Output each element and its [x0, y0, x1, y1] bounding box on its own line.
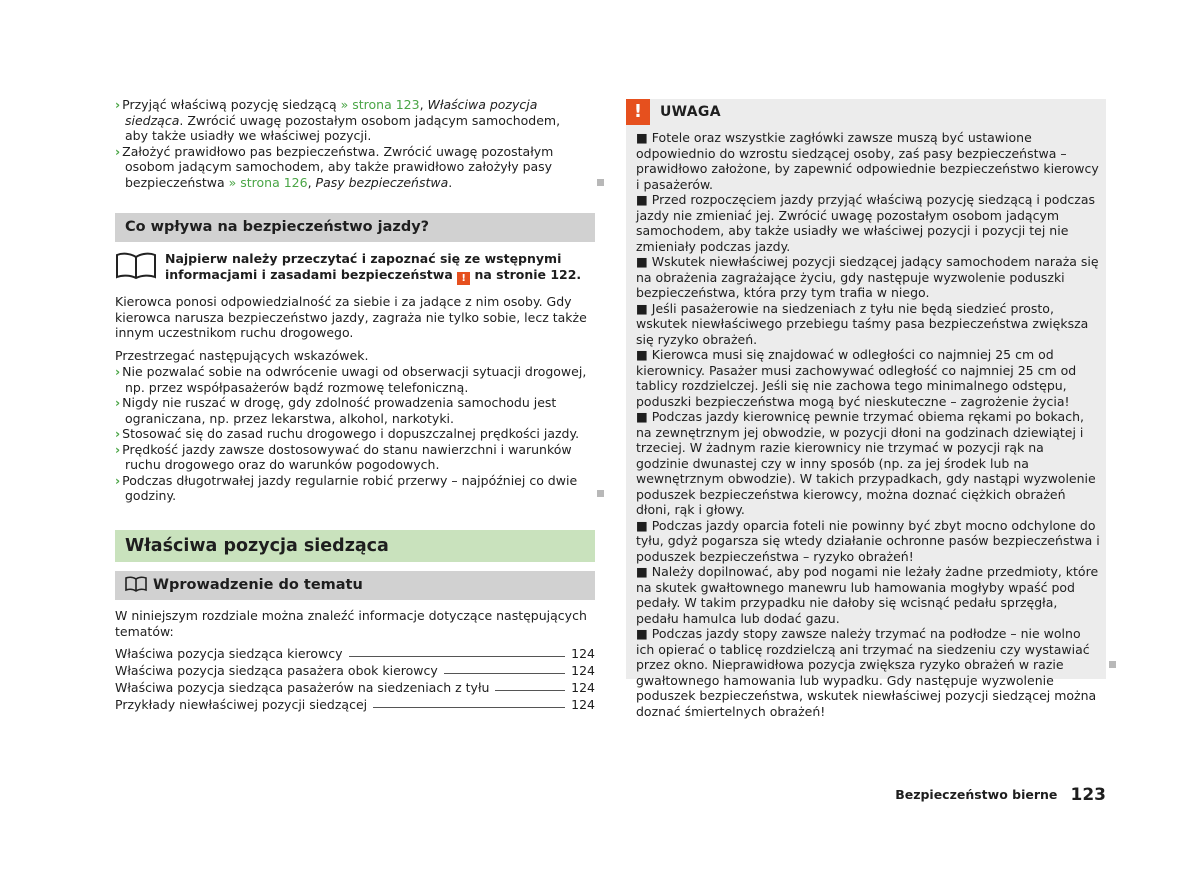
intro-item: › Przyjąć właściwą pozycję siedzącą » strona 123, Właściwa pozycja siedząca. Zwrócić uwagę pozostałym osobom jadącym samochodem, aby także usiadły we właściwej pozycji.: [115, 97, 561, 143]
toc-entry[interactable]: Przykłady niewłaściwej pozycji siedzącej 124: [115, 697, 595, 712]
list-item: ■ Należy dopilnować, aby pod nogami nie leżały żadne przedmioty, które na skutek gwałtownego manewru lub hamowania mogłyby wpaść pod pedały. W takim przypadku nie dałoby się wcisnąć pedału sprzęgła, pedału hamulca lub dodać gazu.: [636, 564, 1099, 626]
book-icon: [115, 252, 157, 280]
end-of-section-marker: [1109, 661, 1116, 668]
list-item: ■ Podczas jazdy kierownicę pewnie trzymać obiema rękami po bokach, na zewnętrznym jej obwodzie, w pozycji dłoni na godzinach dziewiątej i trzeciej. W żadnym razie kierownicy nie trzymać w pozycji rąk na godzinie dwunastej czy w inny sposób (np. za jej środek lub na wewnętrznym obwodzie). W takich przypadkach, gdy nastąpi wyzwolenie poduszek bezpieczeństwa kierowcy, można doznać ciężkich obrażeń dłoni, rąk i głowy.: [636, 409, 1096, 517]
list-item: ■ Jeśli pasażerowie na siedzeniach z tyłu nie będą siedzieć prosto, wskutek niewłaściwego przebiegu taśmy pasa bezpieczeństwa zwiększa się ryzyko obrażeń.: [636, 300, 1089, 347]
chevron-right-icon: ›: [115, 364, 121, 379]
read-first-note: Najpierw należy przeczytać i zapoznać się ze wstępnymi informacjami i zasadami bezpieczeństwa ! na stronie 122.: [165, 251, 582, 284]
chevron-right-icon: ›: [115, 426, 121, 441]
list-item: ■ Wskutek niewłaściwej pozycji siedzącej jadący samochodem naraża się na obrażenia zagrażające życiu, gdy następuje wyzwolenie poduszki bezpieczeństwa, która przy tym trafia w niego.: [636, 254, 1099, 300]
section-heading: Co wpływa na bezpieczeństwo jazdy?: [115, 213, 595, 242]
chevron-right-icon: ›: [115, 395, 121, 410]
warning-box: [626, 99, 1106, 719]
list-item: ■ Przed rozpoczęciem jazdy przyjąć właściwą pozycję siedzącą i podczas jazdy nie zmieniać jej. Zwrócić uwagę pozostałym osobom jadącym samochodem, aby także usiadły we właściwej pozycji i pozycji tej nie zmieniały podczas jazdy.: [636, 192, 1095, 254]
intro-item: › Założyć prawidłowo pas bezpieczeństwa. Zwrócić uwagę pozostałym osobom jadącym samochodem, aby także prawidłowo założyły pasy bezpieczeństwa » strona 126, Pasy bezpieczeństwa.: [115, 143, 554, 190]
list-item: › Nie pozwalać sobie na odwrócenie uwagi od obserwacji sytuacji drogowej, np. przez współpasażerów bądź rozmowę telefoniczną.: [115, 364, 587, 395]
body-paragraph: Kierowca ponosi odpowiedzialność za siebie i za jadące z nim osoby. Gdy kierowca narusza bezpieczeństwo jazdy, zagraża nie tylko sobie, lecz także innym uczestnikom ruchu drogowego.: [115, 294, 587, 340]
warning-title: UWAGA: [660, 104, 721, 120]
intro-list: [115, 97, 585, 190]
end-of-section-marker: [597, 179, 604, 186]
footer-section: Bezpieczeństwo bierne: [895, 787, 1058, 802]
warning-list: [636, 130, 1100, 719]
list-item: › Podczas długotrwałej jazdy regularnie robić przerwy – najpóźniej co dwie godziny.: [115, 472, 578, 503]
toc-entry[interactable]: Właściwa pozycja siedząca pasażerów na siedzeniach z tyłu 124: [115, 680, 595, 695]
toc-intro: W niniejszym rozdziale można znaleźć informacje dotyczące następujących tematów:: [115, 608, 587, 639]
list-item: ■ Podczas jazdy stopy zawsze należy trzymać na podłodze – nie wolno ich opierać o tablicę rozdzielczą ani trzymać na siedzeniu czy wystawiać przez okno. Nieprawidłowa pozycja zwiększa ryzyko obrażeń w razie gwałtownego hamowania lub wypadku. Gdy następuje wyzwolenie poduszek bezpieczeństwa, wskutek niewłaściwej pozycji siedzącej można doznać śmiertelnych obrażeń!: [636, 626, 1097, 719]
chevron-right-icon: ›: [115, 441, 121, 457]
page-link[interactable]: » strona 126: [228, 174, 308, 190]
toc-entry[interactable]: Właściwa pozycja siedząca kierowcy 124: [115, 646, 595, 661]
rules-list: [115, 364, 590, 504]
body-paragraph: Przestrzegać następujących wskazówek.: [115, 348, 369, 363]
warning-header: [626, 99, 1106, 125]
page-link[interactable]: » strona 123: [340, 97, 420, 112]
chevron-right-icon: ›: [115, 472, 121, 488]
chevron-right-icon: ›: [115, 97, 121, 112]
warning-icon: !: [626, 99, 650, 125]
list-item: › Prędkość jazdy zawsze dostosowywać do stanu nawierzchni i warunków ruchu drogowego oraz do warunków pogodowych.: [115, 441, 572, 472]
end-of-section-marker: [597, 490, 604, 497]
chapter-title: Właściwa pozycja siedząca: [115, 530, 595, 562]
book-icon: [125, 574, 147, 603]
list-item: ■ Fotele oraz wszystkie zagłówki zawsze muszą być ustawione odpowiednio do wzrostu siedzącej osoby, zaś pasy bezpieczeństwa – prawidłowo założone, by zapewnić odpowiednie bezpieczeństwo kierowcy i pasażerów.: [636, 130, 1099, 192]
page-number: 123: [1070, 784, 1106, 805]
chevron-right-icon: ›: [115, 143, 121, 159]
list-item: ■ Podczas jazdy oparcia foteli nie powinny być zbyt mocno odchylone do tyłu, gdyż pogarsza się wtedy działanie ochronne pasów bezpieczeństwa i poduszek bezpieczeństwa – ryzyko obrażeń!: [636, 517, 1100, 564]
list-item: › Nigdy nie ruszać w drogę, gdy zdolność prowadzenia samochodu jest ograniczana, np. przez lekarstwa, alkohol, narkotyki.: [115, 395, 557, 426]
list-item: ■ Kierowca musi się znajdować w odległości co najmniej 25 cm od kierownicy. Pasażer musi zachowywać odległość co najmniej 25 cm od tablicy rozdzielczej. Jeśli się nie zachowa tego minimalnego odstępu, poduszki bezpieczeństwa mogą być nieskuteczne – zagrożenie życia!: [636, 347, 1077, 409]
toc-entry[interactable]: Właściwa pozycja siedząca pasażera obok kierowcy 124: [115, 663, 595, 678]
footer: [860, 784, 1106, 808]
subsection-heading: Wprowadzenie do tematu: [115, 571, 595, 600]
list-item: › Stosować się do zasad ruchu drogowego i dopuszczalnej prędkości jazdy.: [115, 426, 580, 441]
warning-icon: !: [457, 272, 470, 285]
